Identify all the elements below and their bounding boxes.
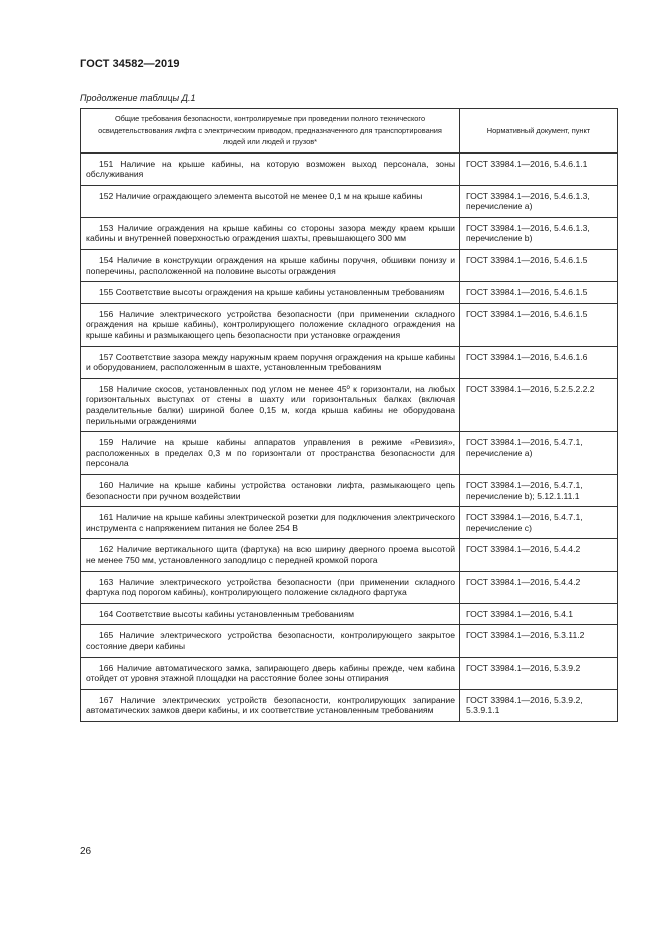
table-row [81,153,618,186]
reference-cell: ГОСТ 33984.1—2016, 5.4.1 [460,603,618,625]
table-header-row [81,109,618,153]
table-row [81,378,618,431]
requirement-cell: 164 Соответствие высоты кабины установленным требованиям [81,603,460,625]
table-row [81,432,618,475]
page-number: 26 [80,846,92,857]
reference-cell: ГОСТ 33984.1—2016, 5.4.7.1, перечисление a) [460,432,618,475]
requirement-cell: 167 Наличие электрических устройств безопасности, контролирующих запирание автоматических замков двери кабины, и их соответствие установленным требованиям [81,689,460,721]
requirements-table [80,108,618,722]
document-code: ГОСТ 34582—2019 [80,58,180,70]
table-row [81,625,618,657]
reference-cell: ГОСТ 33984.1—2016, 5.4.6.1.5 [460,303,618,346]
table-row [81,571,618,603]
reference-cell: ГОСТ 33984.1—2016, 5.4.6.1.3, перечисление b) [460,217,618,249]
table-row [81,217,618,249]
table-row [81,689,618,721]
requirement-cell: 166 Наличие автоматического замка, запирающего дверь кабины прежде, чем кабина отойдет от уровня этажной площадки на расстояние более зоны отпирания [81,657,460,689]
table-row [81,346,618,378]
reference-cell: ГОСТ 33984.1—2016, 5.4.7.1, перечисление c) [460,507,618,539]
requirement-cell: 157 Соответствие зазора между наружным краем поручня ограждения на крыше кабины и оборудованием, расположенным в шахте, установленным требованиям [81,346,460,378]
requirement-cell: 162 Наличие вертикального щита (фартука) на всю ширину дверного проема высотой не менее 750 мм, установленного заподлицо с передней кромкой порога [81,539,460,571]
reference-cell: ГОСТ 33984.1—2016, 5.4.6.1.3, перечисление a) [460,185,618,217]
table-row [81,474,618,506]
requirement-cell: 155 Соответствие высоты ограждения на крыше кабины установленным требованиям [81,282,460,304]
table-row [81,282,618,304]
reference-cell: ГОСТ 33984.1—2016, 5.4.6.1.6 [460,346,618,378]
column-header-reference: Нормативный документ, пункт [460,109,618,153]
requirement-cell: 158 Наличие скосов, установленных под углом не менее 45º к горизонтали, на любых горизонтальных выступах от стены в шахту или горизонтальных балках (включая разделительные балки) шириной более 0,15 м, когда крыша кабины не оборудована перильными ограждениями [81,378,460,431]
requirement-cell: 154 Наличие в конструкции ограждения на крыше кабины поручня, обшивки понизу и поперечины, расположенной на половине высоты ограждения [81,250,460,282]
reference-cell: ГОСТ 33984.1—2016, 5.4.6.1.5 [460,250,618,282]
table-row [81,303,618,346]
table-row [81,657,618,689]
reference-cell: ГОСТ 33984.1—2016, 5.4.7.1, перечисление b); 5.12.1.11.1 [460,474,618,506]
reference-cell: ГОСТ 33984.1—2016, 5.4.6.1.5 [460,282,618,304]
requirement-cell: 151 Наличие на крыше кабины, на которую возможен выход персонала, зоны обслуживания [81,153,460,186]
reference-cell: ГОСТ 33984.1—2016, 5.2.5.2.2.2 [460,378,618,431]
reference-cell: ГОСТ 33984.1—2016, 5.3.11.2 [460,625,618,657]
requirement-cell: 161 Наличие на крыше кабины электрической розетки для подключения электрического инструмента с напряжением питания не более 254 В [81,507,460,539]
reference-cell: ГОСТ 33984.1—2016, 5.4.4.2 [460,571,618,603]
table-row [81,603,618,625]
reference-cell: ГОСТ 33984.1—2016, 5.3.9.2 [460,657,618,689]
column-header-requirements: Общие требования безопасности, контролируемые при проведении полного технического освидетельствования лифта с электрическим приводом, предназначенного для транспортирования людей или людей и грузов* [81,109,460,153]
requirement-cell: 152 Наличие ограждающего элемента высотой не менее 0,1 м на крыше кабины [81,185,460,217]
reference-cell: ГОСТ 33984.1—2016, 5.3.9.2, 5.3.9.1.1 [460,689,618,721]
table-row [81,185,618,217]
requirement-cell: 159 Наличие на крыше кабины аппаратов управления в режиме «Ревизия», расположенных в пределах 0,3 м по горизонтали от пространства безопасности для персонала [81,432,460,475]
table-caption: Продолжение таблицы Д.1 [80,93,196,103]
requirement-cell: 153 Наличие ограждения на крыше кабины со стороны зазора между краем крыши кабины и внутренней поверхностью ограждения шахты, превышающего 300 мм [81,217,460,249]
table-row [81,507,618,539]
requirement-cell: 165 Наличие электрического устройства безопасности, контролирующего закрытое состояние двери кабины [81,625,460,657]
requirement-cell: 163 Наличие электрического устройства безопасности (при применении складного фартука под порогом кабины), контролирующего положение складного фартука [81,571,460,603]
requirement-cell: 156 Наличие электрического устройства безопасности (при применении складного ограждения на крыше кабины), контролирующего положение складного ограждения на крыше кабины и размыкающего цепь безопасности при установке ограждения [81,303,460,346]
requirement-cell: 160 Наличие на крыше кабины устройства остановки лифта, размыкающего цепь безопасности при ручном воздействии [81,474,460,506]
table-row [81,250,618,282]
table-row [81,539,618,571]
reference-cell: ГОСТ 33984.1—2016, 5.4.4.2 [460,539,618,571]
reference-cell: ГОСТ 33984.1—2016, 5.4.6.1.1 [460,153,618,186]
